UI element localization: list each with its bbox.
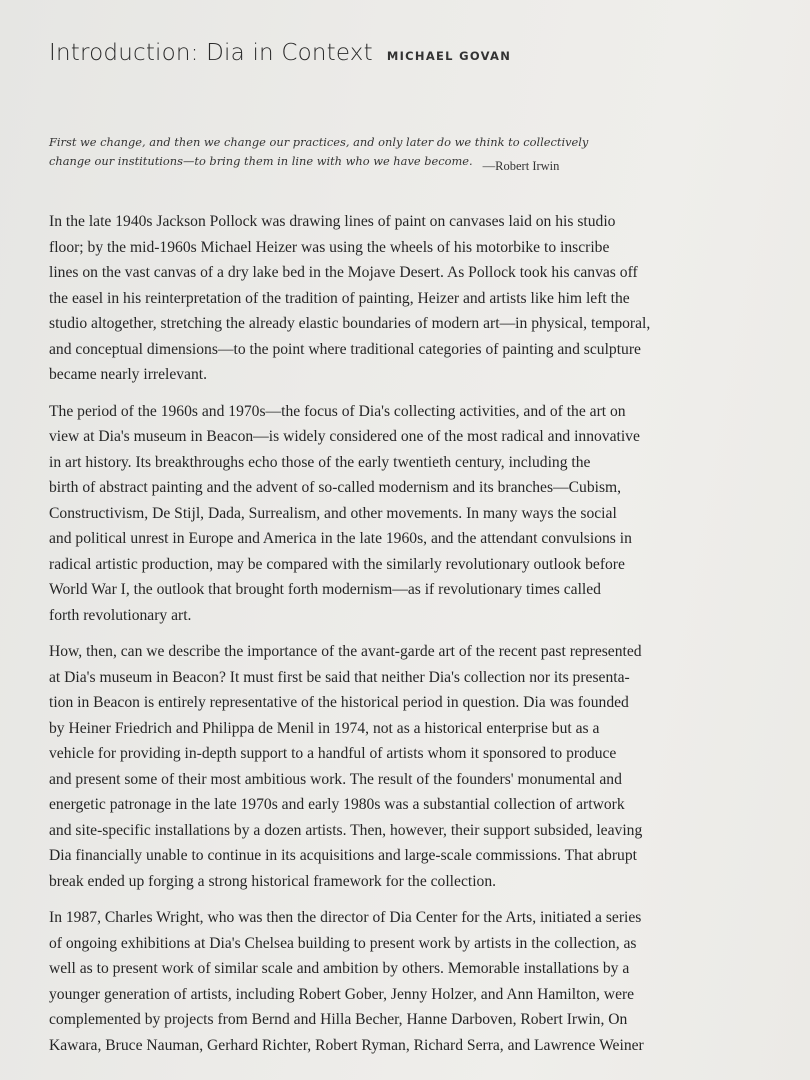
text-line: in art history. Its breakthroughs echo those of the early twentieth century, including the bbox=[49, 453, 591, 471]
paragraph-1 bbox=[49, 209, 689, 388]
text-line: forth revolutionary art. bbox=[49, 606, 192, 624]
text-line: and site-specific installations by a dozen artists. Then, however, their support subsided, leaving bbox=[49, 821, 643, 839]
text-line: birth of abstract painting and the advent of so-called modernism and its branches—Cubism, bbox=[49, 479, 622, 496]
text-line: by Heiner Friedrich and Philippa de Menil in 1974, not as a historical enterprise but as a bbox=[49, 719, 600, 737]
body-text bbox=[49, 209, 689, 1069]
text-line: energetic patronage in the late 1970s and early 1980s was a substantial collection of artwork bbox=[49, 796, 625, 813]
text-line: How, then, can we describe the importance of the avant-garde art of the recent past represented bbox=[49, 643, 642, 660]
paragraph-2 bbox=[49, 399, 689, 629]
text-line: In the late 1940s Jackson Pollock was drawing lines of paint on canvases laid on his studio bbox=[49, 213, 616, 230]
text-line: became nearly irrelevant. bbox=[49, 366, 208, 383]
text-line: World War I, the outlook that brought forth modernism—as if revolutionary times called bbox=[49, 581, 601, 598]
chapter-author: MICHAEL GOVAN bbox=[386, 49, 512, 63]
text-line: radical artistic production, may be compared with the similarly revolutionary outlook before bbox=[49, 555, 625, 573]
text-line: younger generation of artists, including Robert Gober, Jenny Holzer, and Ann Hamilton, were bbox=[49, 985, 635, 1003]
text-line: Kawara, Bruce Nauman, Gerhard Richter, Robert Ryman, Richard Serra, and Lawrence Weiner bbox=[49, 1036, 644, 1054]
text-line: studio altogether, stretching the already elastic boundaries of modern art—in physical, temporal, bbox=[49, 315, 651, 332]
paragraph-4 bbox=[49, 905, 689, 1058]
epigraph-line: First we change, and then we change our practices, and only later do we think to collectively bbox=[49, 135, 589, 149]
epigraph-attribution: —Robert Irwin bbox=[482, 159, 560, 173]
text-line: and present some of their most ambitious work. The result of the founders' monumental and bbox=[49, 770, 622, 788]
paragraph-3 bbox=[49, 639, 689, 894]
text-line: The period of the 1960s and 1970s—the focus of Dia's collecting activities, and of the art on bbox=[49, 402, 626, 420]
text-line: break ended up forging a strong historical framework for the collection. bbox=[49, 872, 497, 890]
text-line: Dia financially unable to continue in its acquisitions and large-scale commissions. That abrupt bbox=[49, 847, 637, 864]
epigraph bbox=[49, 133, 589, 173]
text-line: tion in Beacon is entirely representative of the historical period in question. Dia was founded bbox=[49, 694, 629, 711]
text-line: lines on the vast canvas of a dry lake bed in the Mojave Desert. As Pollock took his canvas off bbox=[49, 264, 638, 281]
text-line: view at Dia's museum in Beacon—is widely considered one of the most radical and innovative bbox=[49, 428, 640, 445]
text-line: vehicle for providing in-depth support to a handful of artists whom it sponsored to produce bbox=[49, 745, 617, 762]
text-line: floor; by the mid-1960s Michael Heizer was using the wheels of his motorbike to inscribe bbox=[49, 238, 610, 256]
epigraph-line-text: change our institutions—to bring them in line with who we have become. bbox=[49, 154, 473, 168]
text-line: well as to present work of similar scale and ambition by others. Memorable installations by a bbox=[49, 960, 630, 977]
text-line: at Dia's museum in Beacon? It must first be said that neither Dia's collection nor its presenta- bbox=[49, 668, 630, 686]
text-line: In 1987, Charles Wright, who was then the director of Dia Center for the Arts, initiated a series bbox=[49, 909, 642, 926]
epigraph-line bbox=[49, 152, 560, 173]
chapter-heading bbox=[49, 40, 511, 66]
text-line: and conceptual dimensions—to the point where traditional categories of painting and sculpture bbox=[49, 340, 641, 358]
text-line: Constructivism, De Stijl, Dada, Surrealism, and other movements. In many ways the social bbox=[49, 504, 617, 522]
text-line: the easel in his reinterpretation of the tradition of painting, Heizer and artists like him left the bbox=[49, 289, 630, 307]
text-line: of ongoing exhibitions at Dia's Chelsea building to present work by artists in the collection, as bbox=[49, 934, 637, 952]
text-line: complemented by projects from Bernd and Hilla Becher, Hanne Darboven, Robert Irwin, On bbox=[49, 1011, 628, 1028]
text-line: and political unrest in Europe and America in the late 1960s, and the attendant convulsions in bbox=[49, 530, 632, 547]
chapter-title: Introduction: Dia in Context bbox=[49, 40, 373, 66]
